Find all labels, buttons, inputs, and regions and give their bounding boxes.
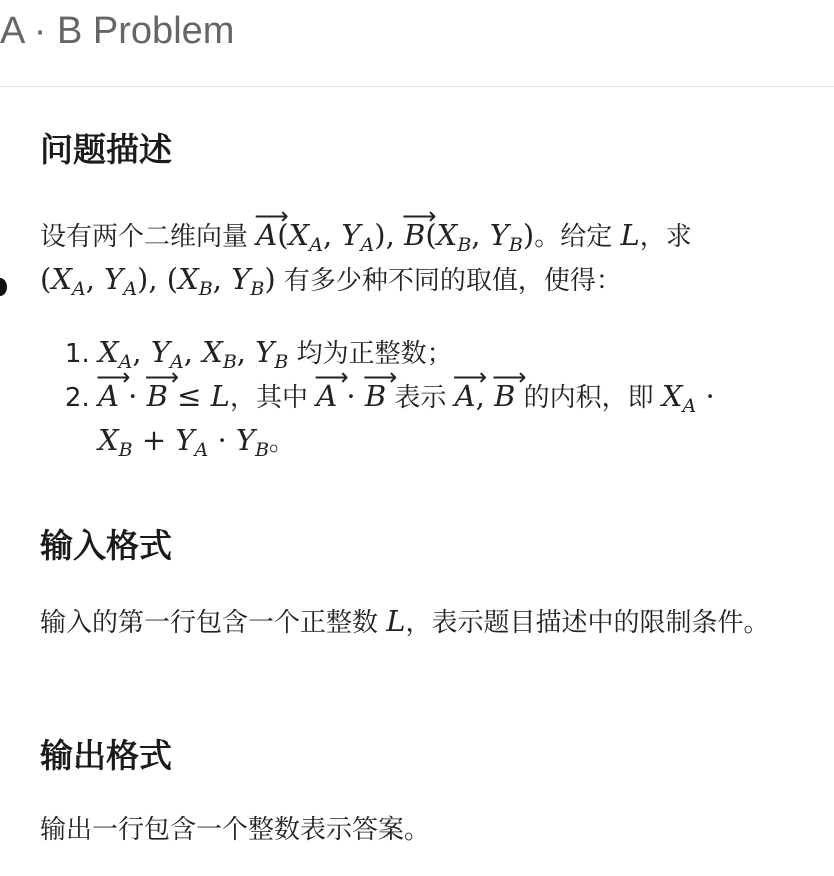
inner-product-formula-math: $X_A$ · $X_B + Y_A \cdot Y_B$: [98, 379, 715, 461]
condition-2-text-b: 表示: [386, 383, 455, 413]
positive-vars-math: $X_A$, $Y_A$, $X_B$, $Y_B$: [98, 335, 289, 373]
description-heading: 问题描述: [40, 130, 172, 169]
condition-2-text-c: 的内积，即: [515, 383, 662, 413]
condition-list: [40, 331, 834, 463]
vector-a-math: ⟶ $A(X_A$, $Y_A$), ⟶ $B(X_B$, $Y_B$): [256, 218, 534, 252]
page-title: A · B Problem: [0, 10, 235, 52]
page-header: [0, 0, 834, 87]
description-paragraph: [40, 214, 810, 302]
input-l-math: L: [386, 604, 406, 638]
input-format-heading: 输入格式: [40, 526, 172, 565]
input-format-paragraph: [40, 600, 810, 644]
condition-1-text: 均为正整数；: [288, 339, 453, 369]
description-text-4: 有多少种不同的取值，使得：: [275, 266, 622, 296]
condition-2-text-a: ，其中: [229, 383, 317, 413]
input-text-2: ，表示题目描述中的限制条件。: [405, 608, 770, 638]
pair-math: ($X_A$, $Y_A$), ($X_B$, $Y_B$): [40, 262, 276, 300]
sidebar-toggle-handle[interactable]: [0, 278, 7, 296]
dot-product-math: ⟶ A · ⟶ B: [316, 379, 386, 413]
description-text-1: 设有两个二维向量: [40, 222, 257, 252]
limit-l-math: L: [620, 218, 640, 252]
output-format-heading: 输出格式: [40, 736, 172, 775]
input-text-1: 输入的第一行包含一个正整数: [40, 608, 387, 638]
dot-le-l-math: ⟶ A · ⟶ B ≤ L: [98, 379, 230, 413]
list-item: [98, 375, 834, 463]
description-text-2: 。给定: [534, 222, 621, 252]
output-format-paragraph: 输出一行包含一个整数表示答案。: [40, 815, 431, 845]
description-text-3: ，求: [639, 222, 692, 252]
condition-2-text-d: 。: [269, 427, 296, 457]
vectors-math: ⟶ A, ⟶ B: [455, 379, 516, 413]
